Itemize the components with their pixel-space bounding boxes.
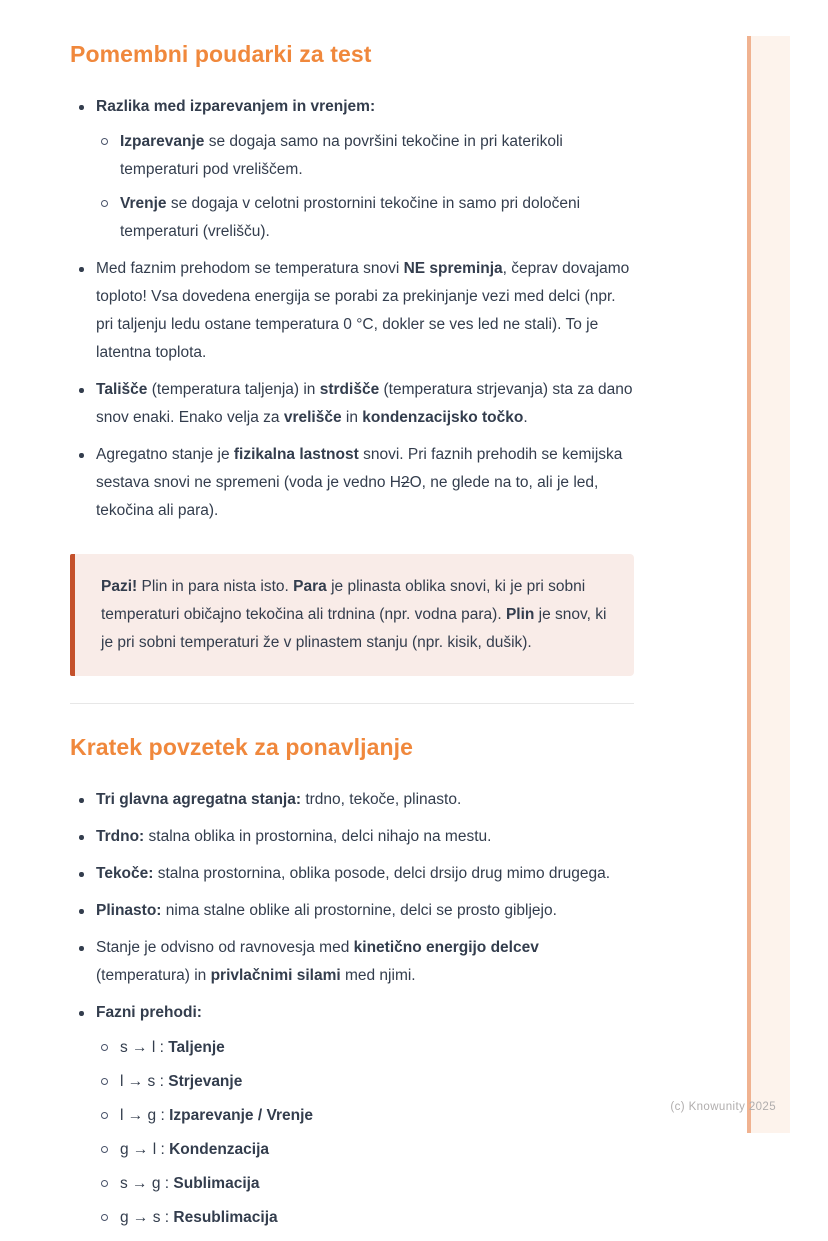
bold-text: Trdno: <box>96 828 145 845</box>
text-run: in <box>341 409 363 426</box>
list-item <box>70 860 634 888</box>
bold-text: Izparevanje / Vrenje <box>169 1107 313 1124</box>
list-item <box>70 255 634 367</box>
section-divider <box>70 703 634 704</box>
text-run: O, ne glede na to, ali je led, tekočina ali para). <box>96 474 599 519</box>
text-run: (temperatura strjevanja) sta za dano snov enaki. Enako velja za <box>96 381 633 426</box>
text-run: Stanje je odvisno od ravnovesja med <box>96 939 354 956</box>
text-run: Agregatno stanje je <box>96 446 234 463</box>
text-run: s → l : <box>120 1039 169 1056</box>
bold-text: privlačnimi silami <box>210 967 341 984</box>
section-summary <box>70 734 634 1232</box>
text-run: l → s : <box>120 1073 169 1090</box>
copyright-notice: (c) Knowunity 2025 <box>670 1101 776 1113</box>
bullet-list-highlights <box>70 93 634 525</box>
text-run: l → g : <box>120 1107 170 1124</box>
text-run: g → s : <box>120 1209 174 1226</box>
list-item <box>70 823 634 851</box>
sub-list-item <box>96 1136 634 1164</box>
text-run: , čeprav dovajamo toploto! Vsa dovedena energija se porabi za prekinjanje vezi med delci (npr. pri taljenju ledu ostane temperatura 0 °C, dokler se ves led ne stali). To je latentna toplota. <box>96 260 630 361</box>
sub-list-item <box>96 190 634 246</box>
bold-text: Plin <box>505 606 535 623</box>
bold-text: Tri glavna agregatna stanja: <box>96 791 302 808</box>
list-item <box>70 786 634 814</box>
list-item <box>70 93 634 246</box>
text-run: stalna prostornina, oblika posode, delci drsijo drug mimo drugega. <box>153 865 611 882</box>
text-run: stalna oblika in prostornina, delci nihajo na mestu. <box>144 828 492 845</box>
bold-text: NE spreminja <box>403 260 503 277</box>
text-run: se dogaja samo na površini tekočine in pri katerikoli temperaturi pod vreliščem. <box>120 133 563 178</box>
sub-list-item <box>96 1204 634 1232</box>
bold-text: Pazi! <box>101 578 138 595</box>
list-item <box>70 934 634 990</box>
bold-text: Izparevanje <box>120 133 205 150</box>
page-edge-stripe <box>747 36 790 1133</box>
text-run: g → l : <box>120 1141 170 1158</box>
bold-text: Resublimacija <box>173 1209 278 1226</box>
list-item <box>70 441 634 525</box>
bold-text: kinetično energijo delcev <box>353 939 539 956</box>
bold-text: Razlika med izparevanjem in vrenjem: <box>96 98 376 115</box>
sub-list-item <box>96 1034 634 1062</box>
text-run: Med faznim prehodom se temperatura snovi <box>96 260 404 277</box>
bold-text: Vrenje <box>120 195 167 212</box>
text-run: Plin in para nista isto. <box>137 578 294 595</box>
callout-box <box>70 554 634 676</box>
bold-text: kondenzacijsko točko <box>362 409 524 426</box>
bold-text: Strjevanje <box>168 1073 243 1090</box>
text-run: trdno, tekoče, plinasto. <box>301 791 462 808</box>
text-run: snovi. Pri faznih prehodih se kemijska sestava snovi ne spremeni (voda je vedno H <box>96 446 623 491</box>
bold-text: Fazni prehodi: <box>96 1004 202 1021</box>
bold-text: fizikalna lastnost <box>233 446 359 463</box>
sub-list-item <box>96 1068 634 1096</box>
bold-text: Taljenje <box>168 1039 225 1056</box>
text-run: med njimi. <box>340 967 416 984</box>
bold-text: vrelišče <box>283 409 342 426</box>
text-run: se dogaja v celotni prostornini tekočine in samo pri določeni temperaturi (vrelišču). <box>120 195 581 240</box>
text-run: (temperatura taljenja) in <box>147 381 320 398</box>
bold-text: strdišče <box>319 381 380 398</box>
text-run: je snov, ki je pri sobni temperaturi že v plinastem stanju (npr. kisik, dušik). <box>101 606 607 651</box>
section-title-summary: Kratek povzetek za ponavljanje <box>70 734 414 760</box>
callout-text <box>101 573 608 657</box>
text-run: (temperatura) in <box>96 967 211 984</box>
sub-list-item <box>96 128 634 184</box>
bold-text: Sublimacija <box>173 1175 260 1192</box>
text-run: s → g : <box>120 1175 174 1192</box>
list-item <box>70 897 634 925</box>
text-run: je plinasta oblika snovi, ki je pri sobni temperaturi običajno tekočina ali trdnina (npr. vodna para). <box>101 578 586 623</box>
sub-bullet-list <box>96 128 634 246</box>
text-run: nima stalne oblike ali prostornine, delci se prosto gibljejo. <box>161 902 557 919</box>
text-run: 2 <box>401 474 410 491</box>
bold-text: Kondenzacija <box>169 1141 270 1158</box>
page-title: Pomembni poudarki za test <box>70 41 372 67</box>
sub-list-item <box>96 1170 634 1198</box>
bold-text: Tališče <box>96 381 148 398</box>
document-page <box>70 41 634 1241</box>
text-run: . <box>523 409 528 426</box>
bold-text: Tekoče: <box>96 865 154 882</box>
sub-list-item <box>96 1102 634 1130</box>
bold-text: Para <box>293 578 327 595</box>
list-item <box>70 376 634 432</box>
list-item <box>70 999 634 1232</box>
sub-bullet-list <box>96 1034 634 1232</box>
bold-text: Plinasto: <box>96 902 162 919</box>
bullet-list-summary <box>70 786 634 1232</box>
section-highlights <box>70 41 634 676</box>
